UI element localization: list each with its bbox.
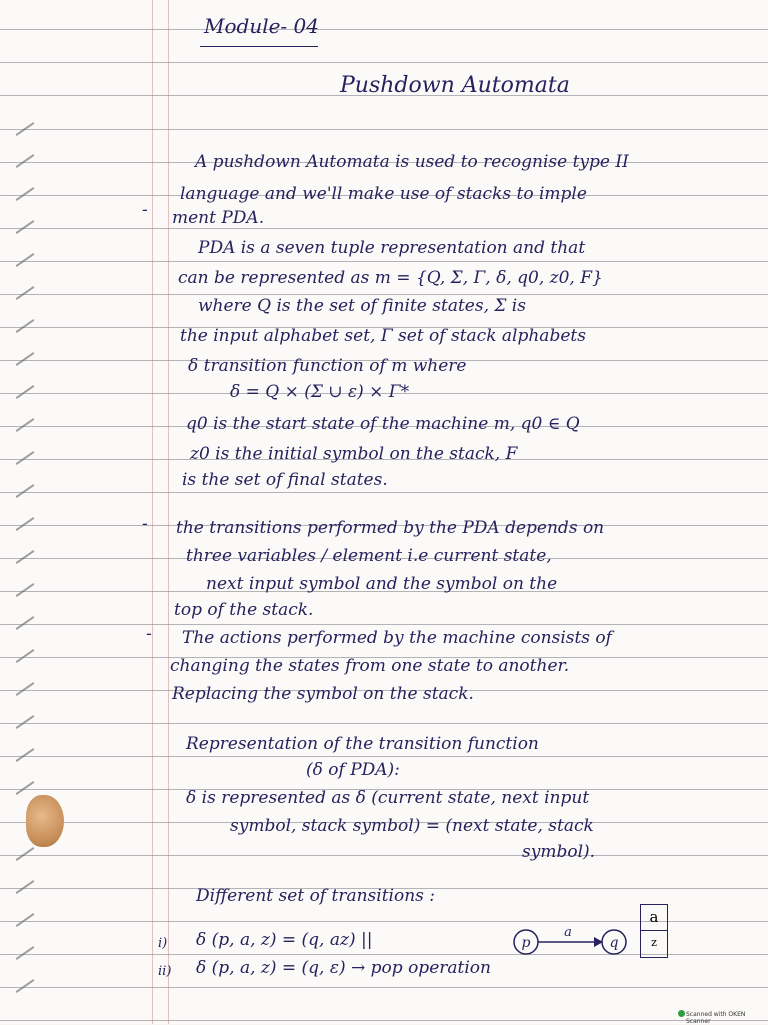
text-line: language and we'll make use of stacks to imple bbox=[180, 184, 587, 204]
text-line: Representation of the transition function bbox=[186, 734, 539, 754]
text-line: symbol, stack symbol) = (next state, stack bbox=[230, 816, 594, 836]
text-line: A pushdown Automata is used to recognise type II bbox=[195, 152, 629, 172]
stack-diagram bbox=[640, 904, 668, 958]
text-line: δ is represented as δ (current state, next input bbox=[186, 788, 590, 808]
text-line: the input alphabet set, Γ set of stack alphabets bbox=[180, 326, 586, 346]
module-underline bbox=[200, 46, 318, 47]
item-marker: ii) bbox=[158, 964, 172, 979]
stack-top: a bbox=[641, 905, 667, 931]
text-line: Replacing the symbol on the stack. bbox=[172, 684, 474, 704]
bullet-dash: - bbox=[142, 514, 148, 534]
text-line: three variables / element i.e current state, bbox=[186, 546, 552, 566]
text-line: symbol). bbox=[522, 842, 596, 862]
text-line: q0 is the start state of the machine m, q0 ∈ Q bbox=[186, 414, 580, 434]
text-line: can be represented as m = {Q, Σ, Γ, δ, q0, z0, F} bbox=[178, 268, 603, 288]
text-line: next input symbol and the symbol on the bbox=[206, 574, 558, 594]
text-line: (δ of PDA): bbox=[306, 760, 400, 780]
state-q-label: q bbox=[609, 935, 619, 951]
transition-line: δ (p, a, z) = (q, ε) → pop operation bbox=[196, 958, 491, 978]
text-line: δ = Q × (Σ ∪ ε) × Γ* bbox=[230, 382, 410, 402]
margin-line bbox=[168, 0, 169, 1024]
stack-bottom: z bbox=[651, 936, 657, 949]
text-line: The actions performed by the machine consists of bbox=[182, 628, 612, 648]
text-line: where Q is the set of finite states, Σ is bbox=[198, 296, 526, 316]
text-line: ment PDA. bbox=[172, 208, 265, 228]
scanner-logo-icon bbox=[678, 1010, 685, 1017]
margin-line bbox=[152, 0, 153, 1024]
spiral-binding bbox=[0, 0, 46, 1024]
page-title: Pushdown Automata bbox=[340, 73, 570, 98]
transitions-heading: Different set of transitions : bbox=[196, 886, 436, 906]
state-p-label: p bbox=[521, 935, 531, 951]
arrow-label: a bbox=[564, 925, 572, 940]
text-line: z0 is the initial symbol on the stack, F bbox=[190, 444, 518, 464]
transition-line: δ (p, a, z) = (q, az) || bbox=[196, 930, 373, 950]
item-marker: i) bbox=[158, 936, 168, 951]
bullet-dash: - bbox=[142, 200, 148, 220]
text-line: changing the states from one state to another. bbox=[170, 656, 570, 676]
module-label: Module- 04 bbox=[204, 14, 319, 38]
bullet-dash: - bbox=[146, 624, 152, 644]
text-line: top of the stack. bbox=[174, 600, 314, 620]
text-line: δ transition function of m where bbox=[188, 356, 467, 376]
thumb bbox=[26, 795, 64, 847]
text-line: PDA is a seven tuple representation and that bbox=[198, 238, 586, 258]
scanner-watermark: Scanned with OKEN Scanner bbox=[686, 1011, 746, 1025]
text-line: the transitions performed by the PDA depends on bbox=[176, 518, 605, 538]
text-line: is the set of final states. bbox=[182, 470, 388, 490]
transition-diagram bbox=[508, 920, 644, 960]
